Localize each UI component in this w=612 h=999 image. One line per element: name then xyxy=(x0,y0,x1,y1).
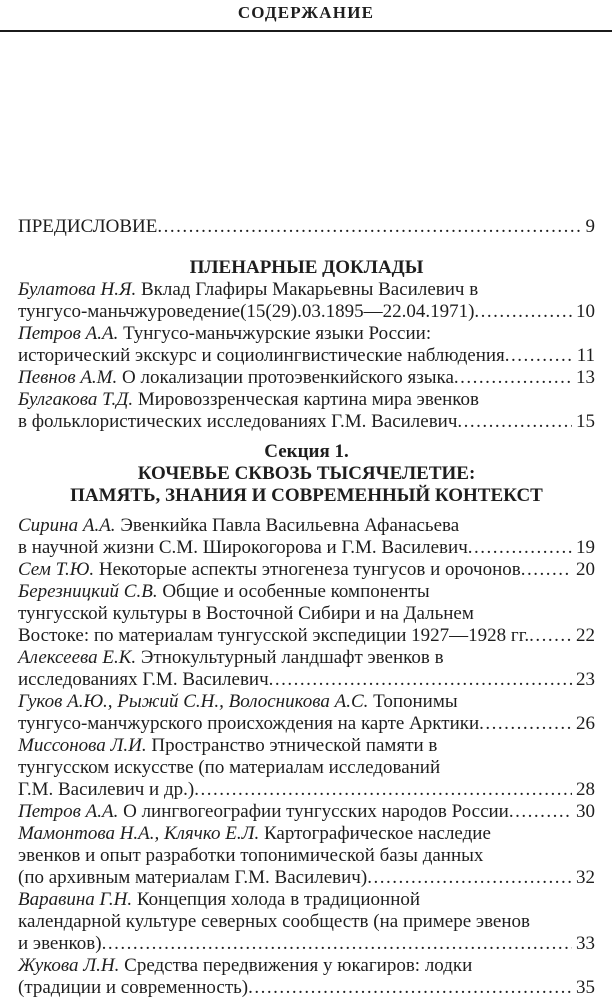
entry-text: Топонимы xyxy=(368,691,458,712)
entry-authors: Петров А.А. xyxy=(18,801,119,822)
entry-text: О локализации протоэвенкийского языка xyxy=(117,367,454,388)
page-number: 22 xyxy=(576,625,595,646)
page-number: 26 xyxy=(576,713,595,734)
dot-leader xyxy=(457,411,572,433)
entry-text: Тунгусо-маньчжурские языки России: xyxy=(118,323,432,344)
page-number: 33 xyxy=(576,933,595,954)
section-heading xyxy=(18,441,595,507)
entry-text: Средства передвижения у юкагиров: лодки xyxy=(119,955,473,976)
dot-leader xyxy=(102,933,572,955)
page-number: 28 xyxy=(576,779,595,800)
table-of-contents xyxy=(0,32,612,999)
entry-text: О лингвогеографии тунгусских народов России xyxy=(118,801,509,822)
entry-text: Общие и особенные компоненты xyxy=(157,581,430,602)
dot-leader xyxy=(521,559,572,581)
page-number: 13 xyxy=(576,367,595,388)
entry-text: в научной жизни С.М. Широкогорова и Г.М. Василевич xyxy=(18,537,468,558)
toc-line xyxy=(18,367,595,389)
toc-line xyxy=(18,301,595,323)
entry-text: календарной культуре северных сообществ (на примере эвенов xyxy=(18,911,531,932)
toc-line xyxy=(18,867,595,889)
page-header xyxy=(0,0,612,32)
entry-text: Эвенкийка Павла Васильевна Афанасьева xyxy=(115,515,460,536)
dot-leader xyxy=(509,801,572,823)
page-number: 9 xyxy=(585,216,595,237)
page-number: 35 xyxy=(576,977,595,998)
entry-text: Этнокультурный ландшафт эвенков в xyxy=(136,647,444,668)
entry-text: Востоке: по материалам тунгусской экспедиции 1927—1928 гг. xyxy=(18,625,530,646)
entry-authors: Алексеева Е.К. xyxy=(18,647,137,668)
entry-text: (по архивным материалам Г.М. Василевич) xyxy=(18,867,368,888)
entry-text: в фольклористических исследованиях Г.М. Василевич xyxy=(18,411,458,432)
toc-line xyxy=(18,779,595,801)
dot-leader xyxy=(269,669,572,691)
dot-leader xyxy=(474,301,572,323)
toc-line xyxy=(18,647,595,669)
toc-line xyxy=(18,911,595,933)
entry-text: исследованиях Г.М. Василевич xyxy=(18,669,269,690)
page-number: 11 xyxy=(576,345,595,366)
page-number: 32 xyxy=(576,867,595,888)
toc-line xyxy=(18,823,595,845)
entry-text: тунгусском искусстве (по материалам исследований xyxy=(18,757,441,778)
entry-authors: Гуков А.Ю., Рыжий С.Н., Волосникова А.С. xyxy=(18,691,369,712)
entry-text: тунгусской культуры в Восточной Сибири и на Дальнем xyxy=(18,603,474,624)
entry-authors: Миссонова Л.И. xyxy=(18,735,147,756)
page-number: 23 xyxy=(576,669,595,690)
toc-line xyxy=(18,515,595,537)
dot-leader xyxy=(529,625,572,647)
entry-text: Пространство этнической памяти в xyxy=(146,735,438,756)
toc-line xyxy=(18,955,595,977)
toc-line xyxy=(18,669,595,691)
entry-authors: Березницкий С.В. xyxy=(18,581,158,602)
entry-text: Картографическое наследие xyxy=(259,823,491,844)
toc-line xyxy=(18,933,595,955)
toc-line xyxy=(18,389,595,411)
dot-leader xyxy=(194,779,572,801)
section-heading-line: Секция 1. xyxy=(264,441,349,462)
page-number: 20 xyxy=(576,559,595,580)
section-heading-line: ПАМЯТЬ, ЗНАНИЯ И СОВРЕМЕННЫЙ КОНТЕКСТ xyxy=(70,485,543,506)
toc-line xyxy=(18,279,595,301)
toc-line xyxy=(18,581,595,603)
dot-leader xyxy=(248,977,572,999)
entry-authors: Булгакова Т.Д. xyxy=(18,389,134,410)
toc-line xyxy=(18,603,595,625)
entry-text: Вклад Глафиры Макарьевны Василевич в xyxy=(136,279,479,300)
entry-authors: Певнов А.М. xyxy=(18,367,118,388)
toc-line xyxy=(18,411,595,433)
entry-authors: Мамонтова Н.А., Клячко Е.Л. xyxy=(18,823,260,844)
page-number: 19 xyxy=(576,537,595,558)
toc-line xyxy=(18,345,595,367)
entry-authors: Жукова Л.Н. xyxy=(18,955,120,976)
dot-leader xyxy=(468,537,572,559)
toc-line xyxy=(18,977,595,999)
toc-line xyxy=(18,559,595,581)
entry-text: исторический экскурс и социолингвистические наблюдения xyxy=(18,345,505,366)
entry-text: Некоторые аспекты этногенеза тунгусов и орочонов xyxy=(94,559,521,580)
entry-authors: Сем Т.Ю. xyxy=(18,559,95,580)
section-heading-line: КОЧЕВЬЕ СКВОЗЬ ТЫСЯЧЕЛЕТИЕ: xyxy=(137,463,476,484)
section-heading-line: ПЛЕНАРНЫЕ ДОКЛАДЫ xyxy=(189,257,424,278)
entry-authors: Петров А.А. xyxy=(18,323,119,344)
toc-line xyxy=(18,323,595,345)
entry-text: тунгусо-манчжурского происхождения на карте Арктики xyxy=(18,713,480,734)
entry-authors: Булатова Н.Я. xyxy=(18,279,137,300)
page-number: 10 xyxy=(576,301,595,322)
page-number: 30 xyxy=(576,801,595,822)
entry-text: и эвенков) xyxy=(18,933,102,954)
entry-authors: Сирина А.А. xyxy=(18,515,116,536)
toc-line xyxy=(18,735,595,757)
toc-line xyxy=(18,757,595,779)
toc-line xyxy=(18,801,595,823)
page-title: СОДЕРЖАНИЕ xyxy=(237,3,375,22)
toc-line xyxy=(18,889,595,911)
section-heading xyxy=(18,257,595,279)
dot-leader xyxy=(479,713,572,735)
page-number: 15 xyxy=(576,411,595,432)
entry-text: Концепция холода в традиционной xyxy=(132,889,421,910)
entry-text: ПРЕДИСЛОВИЕ xyxy=(18,216,158,237)
toc-line xyxy=(18,625,595,647)
toc-line xyxy=(18,713,595,735)
entry-text: (традиции и современность) xyxy=(18,977,249,998)
toc-line xyxy=(18,216,595,238)
entry-text: Мировоззренческая картина мира эвенков xyxy=(133,389,480,410)
toc-line xyxy=(18,691,595,713)
dot-leader xyxy=(454,367,572,389)
dot-leader xyxy=(157,216,581,238)
dot-leader xyxy=(367,867,572,889)
entry-text: эвенков и опыт разработки топонимической базы данных xyxy=(18,845,484,866)
toc-line xyxy=(18,845,595,867)
dot-leader xyxy=(505,345,573,367)
entry-text: тунгусо-маньчжуроведение(15(29).03.1895—22.04.1971) xyxy=(18,301,475,322)
entry-authors: Варавина Г.Н. xyxy=(18,889,133,910)
toc-line xyxy=(18,537,595,559)
entry-text: Г.М. Василевич и др.) xyxy=(18,779,195,800)
